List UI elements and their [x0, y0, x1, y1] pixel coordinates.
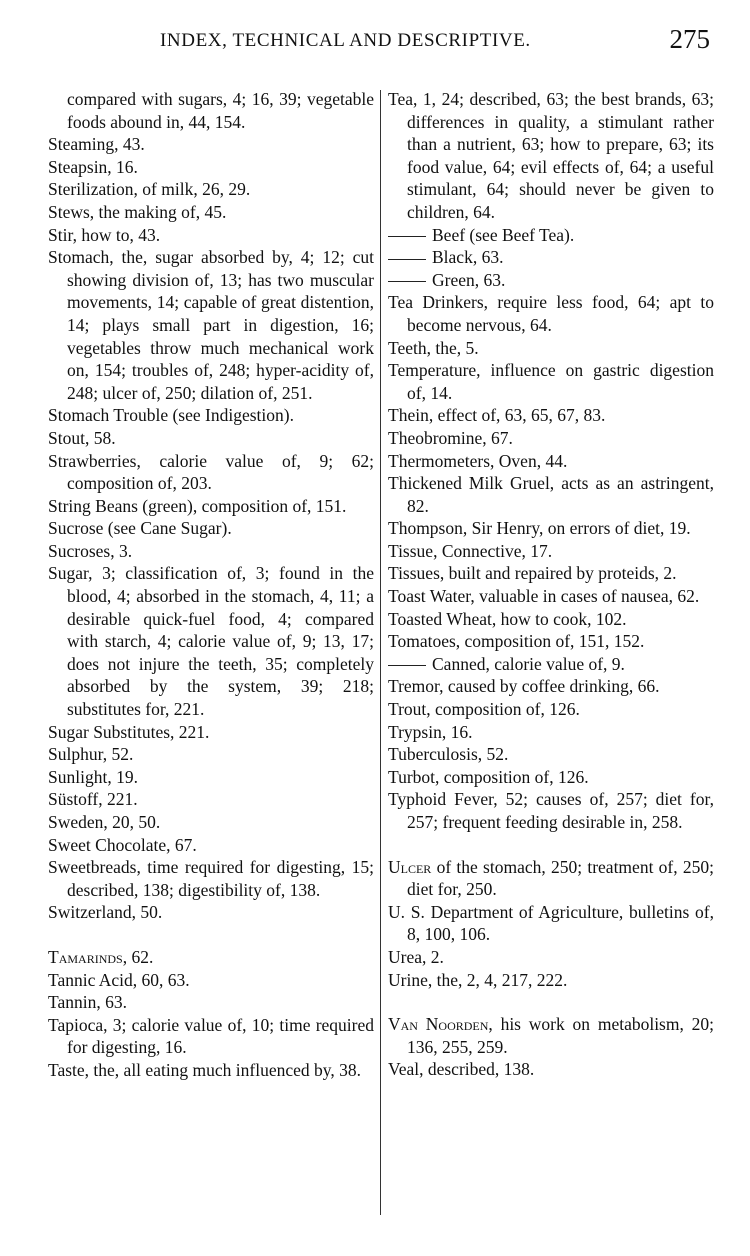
index-entry — [388, 1013, 714, 1058]
entry-text: Trout, composition of, 126. — [388, 699, 580, 720]
index-entry — [48, 562, 374, 720]
section-lead-word: Tamarinds — [48, 946, 123, 967]
index-entry — [388, 1058, 714, 1081]
entry-text: Tea Drinkers, require less food, 64; apt to become nervous, 64. — [388, 292, 714, 335]
index-entry — [48, 517, 374, 540]
entry-text: Sucroses, 3. — [48, 540, 133, 561]
index-entry — [48, 969, 374, 992]
entry-text: Stomach Trouble (see Indigestion). — [48, 405, 294, 426]
entry-text: Thermometers, Oven, 44. — [388, 450, 568, 471]
entry-text: Stout, 58. — [48, 427, 116, 448]
index-entry — [48, 404, 374, 427]
index-entry — [48, 788, 374, 811]
index-entry — [388, 269, 714, 292]
index-entry — [388, 517, 714, 540]
section-gap — [48, 924, 374, 946]
entry-text: Sugar Substitutes, 221. — [48, 721, 210, 742]
ditto-dash — [388, 236, 426, 237]
index-entry — [388, 608, 714, 631]
entry-text: Sweetbreads, time required for digesting, 15; described, 138; digestibility of, 138. — [48, 857, 374, 900]
entry-text: Sucrose (see Cane Sugar). — [48, 518, 232, 539]
entry-text: Thompson, Sir Henry, on errors of diet, 19. — [388, 518, 691, 539]
entry-text: Stir, how to, 43. — [48, 224, 161, 245]
index-entry — [48, 156, 374, 179]
entry-text: Toast Water, valuable in cases of nausea, 62. — [388, 586, 700, 607]
index-entry — [388, 788, 714, 833]
entry-text: Sterilization, of milk, 26, 29. — [48, 179, 251, 200]
index-column-right — [388, 88, 714, 1081]
index-entry — [48, 224, 374, 247]
section-lead-word: Van Noorden — [388, 1014, 489, 1035]
entry-text: , 62. — [122, 946, 154, 967]
entry-text: Stomach, the, sugar absorbed by, 4; 12; cut showing division of, 13; has two muscular movements, 14; capable of great distention, 14; plays small part in digestion, 16; vegetables throw much mechanical work on, 154; troubles of, 248; hyper-acidity of, 248; ulcer of, 250; dilation of, 251. — [48, 247, 374, 403]
index-column-left — [48, 88, 374, 1082]
page-header — [160, 22, 720, 62]
entry-text: Strawberries, calorie value of, 9; 62; composition of, 203. — [48, 450, 374, 494]
index-entry — [388, 337, 714, 360]
entry-text: Toasted Wheat, how to cook, 102. — [388, 608, 627, 629]
entry-text: Süstoff, 221. — [48, 789, 138, 810]
entry-text: Steapsin, 16. — [48, 156, 138, 177]
index-entry — [388, 698, 714, 721]
section-gap — [388, 834, 714, 856]
index-entry — [48, 1059, 374, 1082]
index-entry — [388, 562, 714, 585]
entry-text: Switzerland, 50. — [48, 902, 163, 923]
index-entry — [388, 224, 714, 247]
column-divider — [380, 90, 381, 1215]
index-entry — [48, 201, 374, 224]
index-entry — [48, 811, 374, 834]
index-entry — [388, 901, 714, 946]
index-entry — [48, 133, 374, 156]
index-entry-continuation — [48, 88, 374, 133]
index-entry — [388, 450, 714, 473]
index-entry — [48, 721, 374, 744]
index-entry — [388, 743, 714, 766]
entry-text: Tannin, 63. — [48, 992, 127, 1013]
entry-text: Urine, the, 2, 4, 217, 222. — [388, 969, 568, 990]
index-entry — [388, 404, 714, 427]
entry-text: Steaming, 43. — [48, 134, 145, 155]
entry-text: Tannic Acid, 60, 63. — [48, 969, 190, 990]
entry-text: Black, 63. — [432, 247, 504, 268]
entry-text: Tuberculosis, 52. — [388, 744, 509, 765]
index-entry — [388, 291, 714, 336]
entry-text: Veal, described, 138. — [388, 1059, 535, 1080]
index-entry — [48, 178, 374, 201]
index-entry — [48, 991, 374, 1014]
index-entry — [388, 427, 714, 450]
entry-text: Stews, the making of, 45. — [48, 201, 227, 222]
index-entry — [48, 427, 374, 450]
entry-text: Tremor, caused by coffee drinking, 66. — [388, 676, 660, 697]
entry-text: Urea, 2. — [388, 946, 444, 967]
page-number: 275 — [669, 24, 710, 54]
entry-text: Trypsin, 16. — [388, 721, 473, 742]
index-entry — [48, 540, 374, 563]
running-title: INDEX, TECHNICAL AND DESCRIPTIVE. — [160, 30, 531, 51]
entry-text: Sweden, 20, 50. — [48, 812, 161, 832]
entry-text: Sugar, 3; classification of, 3; found in the blood, 4; absorbed in the stomach, 4, 11; a desirable quick-fuel food, 4; compared with starch, 4; calorie value of, 9; 13, 17; does not injure the teeth, 35; completely absorbed by the system, 39; 218; substitutes for, 221. — [48, 563, 374, 720]
index-entry — [388, 585, 714, 608]
index-entry — [48, 450, 374, 495]
index-entry — [48, 901, 374, 924]
index-entry — [388, 88, 714, 224]
index-entry — [48, 743, 374, 766]
entry-text: Teeth, the, 5. — [388, 337, 479, 358]
index-entry — [388, 472, 714, 517]
index-entry — [388, 969, 714, 992]
entry-text: Typhoid Fever, 52; causes of, 257; diet for, 257; frequent feeding desirable in, 258. — [388, 789, 714, 832]
section-lead-word: Ulcer — [388, 856, 432, 877]
entry-text: Sunlight, 19. — [48, 766, 138, 787]
entry-text: Theobromine, 67. — [388, 427, 513, 448]
ditto-dash — [388, 281, 426, 282]
ditto-dash — [388, 665, 426, 666]
index-entry — [388, 856, 714, 901]
entry-text: Tissue, Connective, 17. — [388, 540, 553, 561]
index-entry — [48, 766, 374, 789]
index-entry — [48, 1014, 374, 1059]
index-entry — [388, 540, 714, 563]
entry-text: Thein, effect of, 63, 65, 67, 83. — [388, 405, 606, 426]
entry-text: Turbot, composition of, 126. — [388, 766, 589, 787]
entry-text: Tomatoes, composition of, 151, 152. — [388, 631, 645, 652]
index-entry — [388, 721, 714, 744]
index-entry — [48, 834, 374, 857]
entry-text: of the stomach, 250; treatment of, 250; diet for, 250. — [407, 856, 714, 900]
entry-text: , his work on metabolism, 20; 136, 255, 259. — [407, 1014, 715, 1057]
entry-text: Taste, the, all eating much influenced by, 38. — [48, 1059, 362, 1080]
index-entry — [388, 246, 714, 269]
entry-text: Canned, calorie value of, 9. — [432, 653, 625, 674]
index-entry — [388, 359, 714, 404]
section-gap — [388, 991, 714, 1013]
index-entry — [48, 495, 374, 518]
entry-text: compared with sugars, 4; 16, 39; vegetable foods abound in, 44, 154. — [67, 89, 374, 132]
index-entry — [388, 630, 714, 653]
entry-text: Sulphur, 52. — [48, 744, 134, 765]
entry-text: Temperature, influence on gastric digestion of, 14. — [388, 360, 714, 403]
entry-text: U. S. Department of Agriculture, bulletins of, 8, 100, 106. — [388, 901, 714, 945]
entry-text: Sweet Chocolate, 67. — [48, 834, 197, 855]
entry-text: Thickened Milk Gruel, acts as an astringent, 82. — [388, 473, 714, 516]
entry-text: Tissues, built and repaired by proteids, 2. — [388, 563, 677, 584]
index-entry — [388, 653, 714, 676]
ditto-dash — [388, 259, 426, 260]
index-entry — [388, 675, 714, 698]
entry-text: Tea, 1, 24; described, 63; the best brands, 63; differences in quality, a stimulant rather than a nutrient, 63; how to prepare, 63; its food value, 64; evil effects of, 64; a useful stimulant, 64; should never be given to children, 64. — [388, 89, 714, 222]
entry-text: Green, 63. — [432, 269, 506, 290]
index-entry — [48, 856, 374, 901]
entry-text: Tapioca, 3; calorie value of, 10; time required for digesting, 16. — [48, 1014, 374, 1058]
entry-text: Beef (see Beef Tea). — [432, 224, 575, 245]
index-entry — [48, 946, 374, 969]
index-entry — [48, 246, 374, 404]
index-entry — [388, 766, 714, 789]
index-entry — [388, 946, 714, 969]
entry-text: String Beans (green), composition of, 151. — [48, 495, 347, 516]
